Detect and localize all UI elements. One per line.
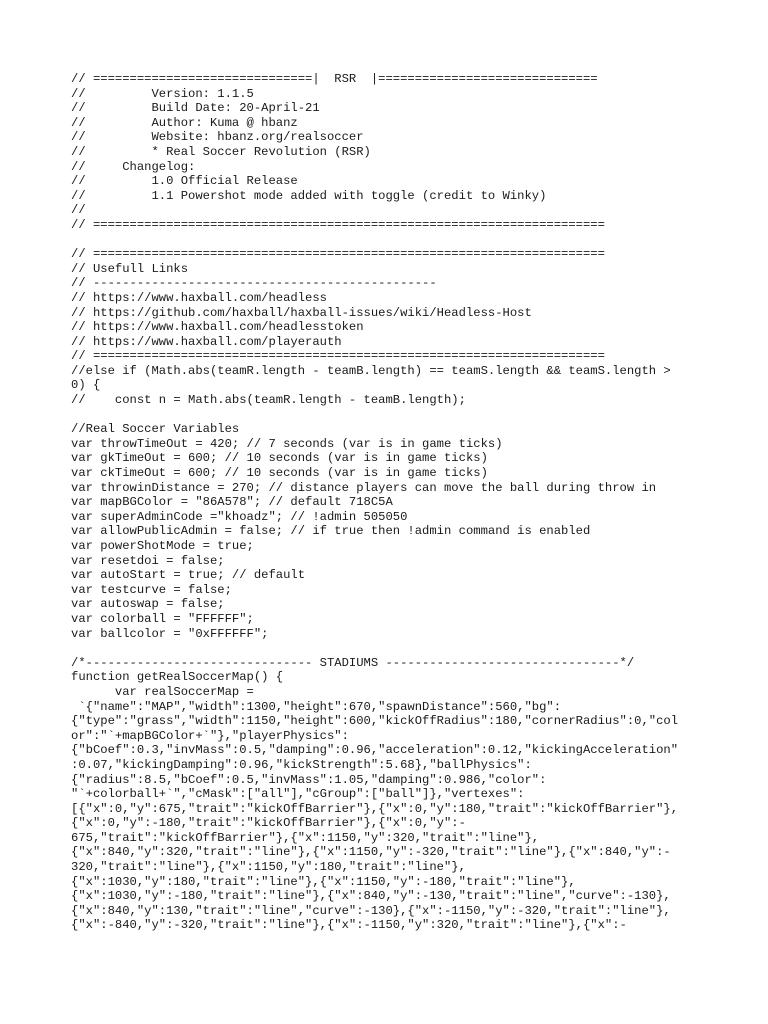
code-line: :0.07,"kickingDamping":0.96,"kickStrength":5.68},"ballPhysics": <box>71 757 532 772</box>
code-line: {"x":0,"y":-180,"trait":"kickOffBarrier"},{"x":0,"y":- <box>71 816 466 831</box>
code-line: var autoswap = false; <box>71 597 225 612</box>
code-line: or":"`+mapBGColor+`"},"playerPhysics": <box>71 728 349 743</box>
code-line: {"x":1030,"y":-180,"trait":"line"},{"x":840,"y":-130,"trait":"line","curve":-130}, <box>71 889 671 904</box>
code-line: [{"x":0,"y":675,"trait":"kickOffBarrier"},{"x":0,"y":180,"trait":"kickOffBarrier"}, <box>71 801 679 816</box>
code-line: // https://www.haxball.com/headless <box>71 290 327 305</box>
code-line: var testcurve = false; <box>71 582 232 597</box>
code-line: var ckTimeOut = 600; // 10 seconds (var is in game ticks) <box>71 466 488 481</box>
code-line: // Website: hbanz.org/realsoccer <box>71 130 364 145</box>
code-line: 320,"trait":"line"},{"x":1150,"y":180,"trait":"line"}, <box>71 860 466 875</box>
code-line: // <box>71 203 86 218</box>
code-line: `{"name":"MAP","width":1300,"height":670,"spawnDistance":560,"bg": <box>71 699 562 714</box>
code-line: // Author: Kuma @ hbanz <box>71 115 298 130</box>
code-line: {"radius":8.5,"bCoef":0.5,"invMass":1.05,"damping":0.986,"color": <box>71 772 547 787</box>
code-line: {"type":"grass","width":1150,"height":600,"kickOffRadius":180,"cornerRadius":0,"col <box>71 714 679 729</box>
code-line: /*------------------------------- STADIUMS --------------------------------*/ <box>71 655 635 670</box>
code-line: var powerShotMode = true; <box>71 539 254 553</box>
code-line: function getRealSoccerMap() { <box>71 670 284 685</box>
code-line: // Changelog: <box>71 159 196 174</box>
code-line: {"x":840,"y":320,"trait":"line"},{"x":1150,"y":-320,"trait":"line"},{"x":840,"y":- <box>71 845 671 860</box>
code-line: // 1.0 Official Release <box>71 174 298 189</box>
code-line: // 1.1 Powershot mode added with toggle (credit to Winky) <box>71 188 547 203</box>
blank-line <box>71 641 731 656</box>
code-line: var colorball = "FFFFFF"; <box>71 611 254 626</box>
source-code-block <box>71 72 731 933</box>
code-line: var superAdminCode ="khoadz"; // !admin 505050 <box>71 509 408 524</box>
blank-line <box>71 233 731 248</box>
blank-line <box>71 408 731 423</box>
code-line: // Usefull Links <box>71 261 189 276</box>
code-line: var gkTimeOut = 600; // 10 seconds (var is in game ticks) <box>71 451 488 466</box>
code-line: // const n = Math.abs(teamR.length - teamB.length); <box>71 393 466 408</box>
code-line: 675,"trait":"kickOffBarrier"},{"x":1150,"y":320,"trait":"line"}, <box>71 830 540 845</box>
code-line: var throwinDistance = 270; // distance players can move the ball during throw in <box>71 480 657 495</box>
code-line: // https://www.haxball.com/playerauth <box>71 334 342 349</box>
code-line: {"bCoef":0.3,"invMass":0.5,"damping":0.96,"acceleration":0.12,"kickingAcceleration" <box>71 743 679 758</box>
code-line: // * Real Soccer Revolution (RSR) <box>71 144 371 159</box>
code-line: {"x":1030,"y":180,"trait":"line"},{"x":1150,"y":-180,"trait":"line"}, <box>71 874 576 889</box>
code-line: var throwTimeOut = 420; // 7 seconds (var is in game ticks) <box>71 436 503 451</box>
code-line: // ====================================================================== <box>71 247 605 262</box>
code-line: // ----------------------------------------------- <box>71 276 437 291</box>
code-line: // Build Date: 20-April-21 <box>71 101 320 116</box>
code-line: // https://github.com/haxball/haxball-issues/wiki/Headless-Host <box>71 305 532 320</box>
code-line: 0) { <box>71 378 101 393</box>
code-line: //Real Soccer Variables <box>71 422 240 437</box>
code-line: var ballcolor = "0xFFFFFF"; <box>71 626 269 641</box>
code-line: // ==============================| RSR |============================== <box>71 72 598 86</box>
code-line: {"x":-840,"y":-320,"trait":"line"},{"x":-1150,"y":320,"trait":"line"},{"x":- <box>71 918 627 933</box>
code-line: // ====================================================================== <box>71 217 605 232</box>
code-line: //else if (Math.abs(teamR.length - teamB.length) == teamS.length && teamS.length > <box>71 363 671 378</box>
code-line: {"x":840,"y":130,"trait":"line","curve":-130},{"x":-1150,"y":-320,"trait":"line"}, <box>71 903 671 918</box>
code-line: var mapBGColor = "86A578"; // default 718C5A <box>71 495 393 510</box>
code-line: var autoStart = true; // default <box>71 568 306 583</box>
code-line: var resetdoi = false; <box>71 553 225 568</box>
code-line: // ====================================================================== <box>71 349 605 364</box>
code-line: // Version: 1.1.5 <box>71 86 254 101</box>
code-line: var realSoccerMap = <box>71 684 254 699</box>
code-line: // https://www.haxball.com/headlesstoken <box>71 320 364 335</box>
code-line: var allowPublicAdmin = false; // if true then !admin command is enabled <box>71 524 591 539</box>
code-line: "`+colorball+`","cMask":["all"],"cGroup":["ball"]},"vertexes": <box>71 787 525 802</box>
